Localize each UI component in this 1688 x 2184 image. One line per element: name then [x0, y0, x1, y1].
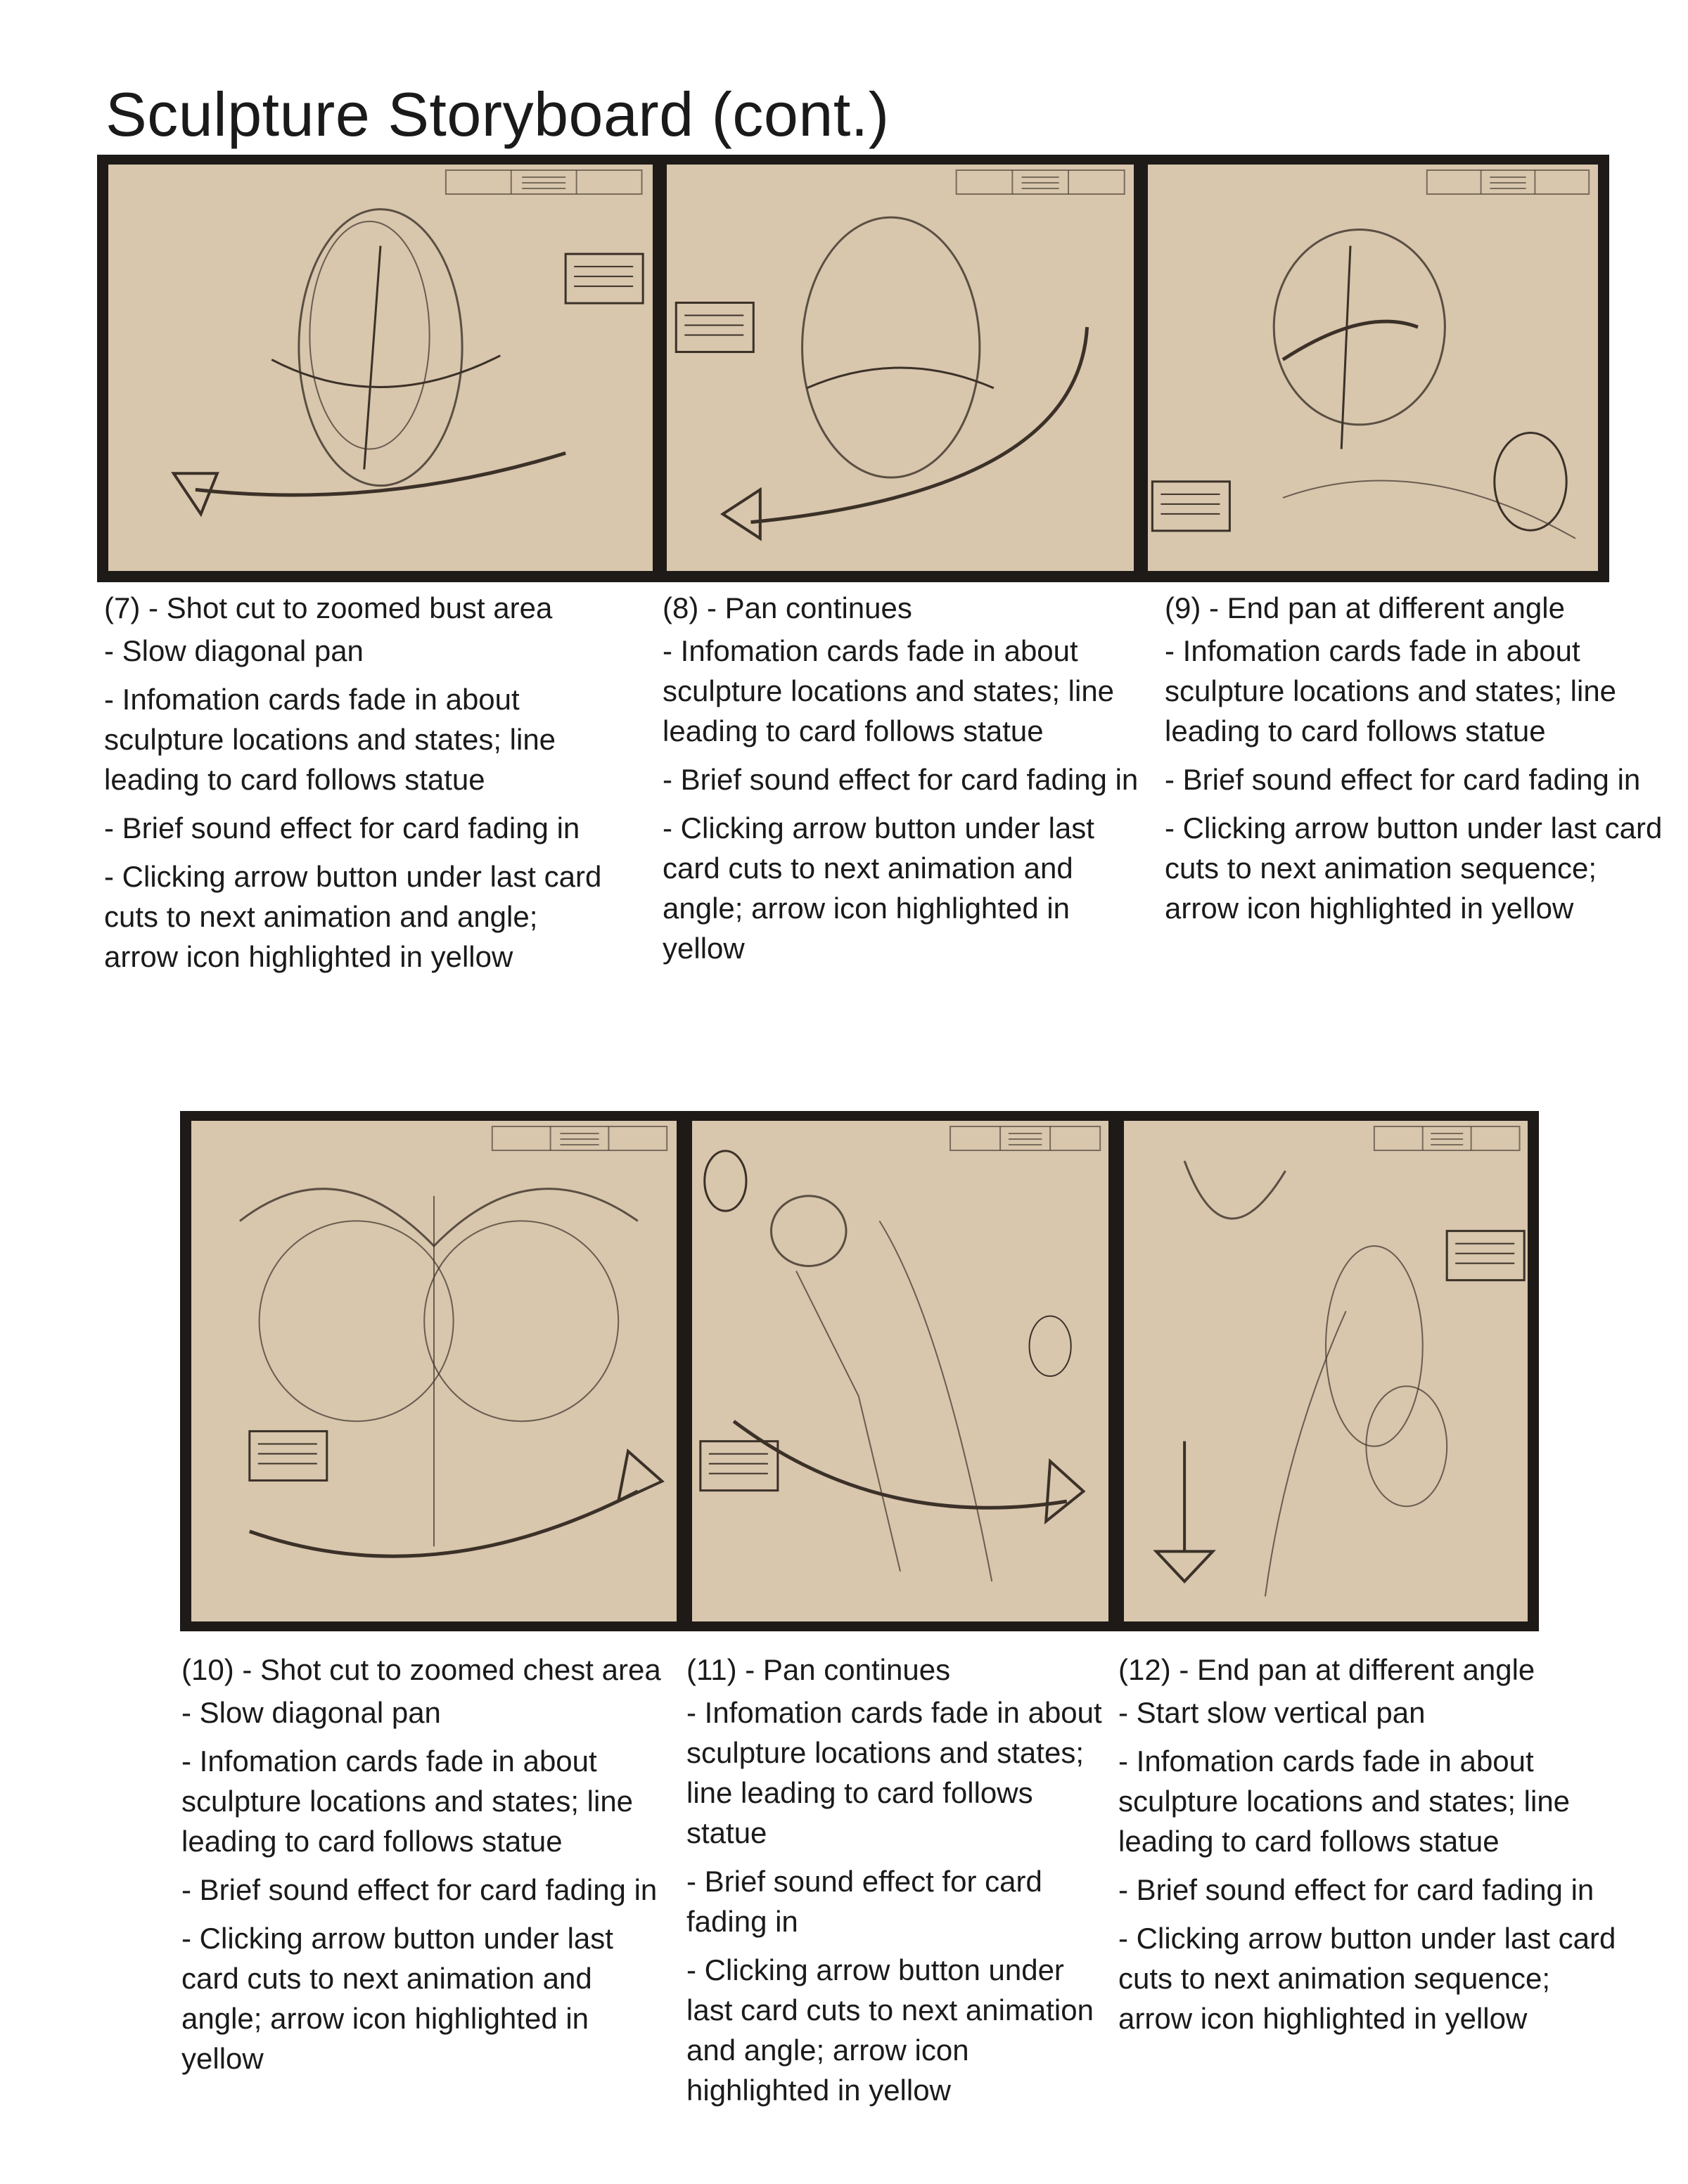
caption-bullet: - Infomation cards fade in about sculpture locations and states; line leading to card follows statue [663, 634, 1115, 747]
caption-heading: (11) - Pan continues [686, 1653, 951, 1686]
caption-bullet: - Clicking arrow button under last card cuts to next animation and angle; arrow icon highlighted in yellow [181, 1922, 613, 2075]
pencil-sketch [108, 165, 653, 571]
pencil-sketch [692, 1121, 1108, 1621]
caption-12 [1118, 1650, 1625, 2047]
caption-bullet: - Slow diagonal pan [104, 634, 364, 667]
pencil-sketch [191, 1121, 677, 1621]
caption-8 [663, 588, 1155, 977]
pencil-sketch [1124, 1121, 1528, 1621]
caption-heading: (8) - Pan continues [663, 591, 912, 624]
caption-bullet: - Clicking arrow button under last card cuts to next animation and angle; arrow icon highlighted in yellow [663, 811, 1094, 965]
caption-bullet: - Clicking arrow button under last card cuts to next animation and angle; arrow icon highlighted in yellow [104, 860, 602, 973]
caption-bullet: - Infomation cards fade in about sculpture locations and states; line leading to card follows statue [104, 683, 556, 796]
caption-bullet: - Slow diagonal pan [181, 1696, 441, 1729]
caption-11 [686, 1650, 1108, 2119]
caption-bullet: - Clicking arrow button under last card cuts to next animation and angle; arrow icon highlighted in yellow [686, 1953, 1094, 2107]
caption-bullet: - Brief sound effect for card fading in [181, 1873, 658, 1906]
caption-heading: (9) - End pan at different angle [1165, 591, 1565, 624]
storyboard-panel-8 [667, 165, 1134, 571]
caption-bullet: - Infomation cards fade in about sculpture locations and states; line leading to card follows statue [181, 1745, 634, 1858]
pencil-sketch [1148, 165, 1598, 571]
caption-bullet: - Brief sound effect for card fading in [1118, 1873, 1594, 1906]
caption-bullet: - Start slow vertical pan [1118, 1696, 1426, 1729]
caption-10 [181, 1650, 674, 2087]
caption-bullet: - Infomation cards fade in about sculpture locations and states; line leading to card follows statue [1165, 634, 1617, 747]
caption-heading: (7) - Shot cut to zoomed bust area [104, 591, 553, 624]
caption-bullet: - Brief sound effect for card fading in [663, 763, 1139, 796]
caption-bullet: - Brief sound effect for card fading in [686, 1865, 1042, 1938]
storyboard-panel-10 [191, 1121, 677, 1621]
storyboard-panel-11 [692, 1121, 1108, 1621]
storyboard-panel-12 [1124, 1121, 1528, 1621]
caption-heading: (10) - Shot cut to zoomed chest area [181, 1653, 661, 1686]
caption-bullet: - Clicking arrow button under last card cuts to next animation sequence; arrow icon highlighted in yellow [1165, 811, 1663, 925]
page-title: Sculpture Storyboard (cont.) [106, 79, 890, 149]
caption-heading: (12) - End pan at different angle [1118, 1653, 1535, 1686]
storyboard-panel-7 [108, 165, 653, 571]
storyboard-panel-9 [1148, 165, 1598, 571]
caption-bullet: - Infomation cards fade in about sculpture locations and states; line leading to card follows statue [1118, 1745, 1571, 1858]
caption-bullet: - Infomation cards fade in about sculpture locations and states; line leading to card follows statue [686, 1696, 1102, 1849]
caption-9 [1165, 588, 1671, 937]
pencil-sketch [667, 165, 1134, 571]
caption-bullet: - Clicking arrow button under last card cuts to next animation sequence; arrow icon highlighted in yellow [1118, 1922, 1616, 2035]
caption-7 [104, 588, 610, 985]
caption-bullet: - Brief sound effect for card fading in [104, 811, 580, 844]
caption-bullet: - Brief sound effect for card fading in [1165, 763, 1641, 796]
